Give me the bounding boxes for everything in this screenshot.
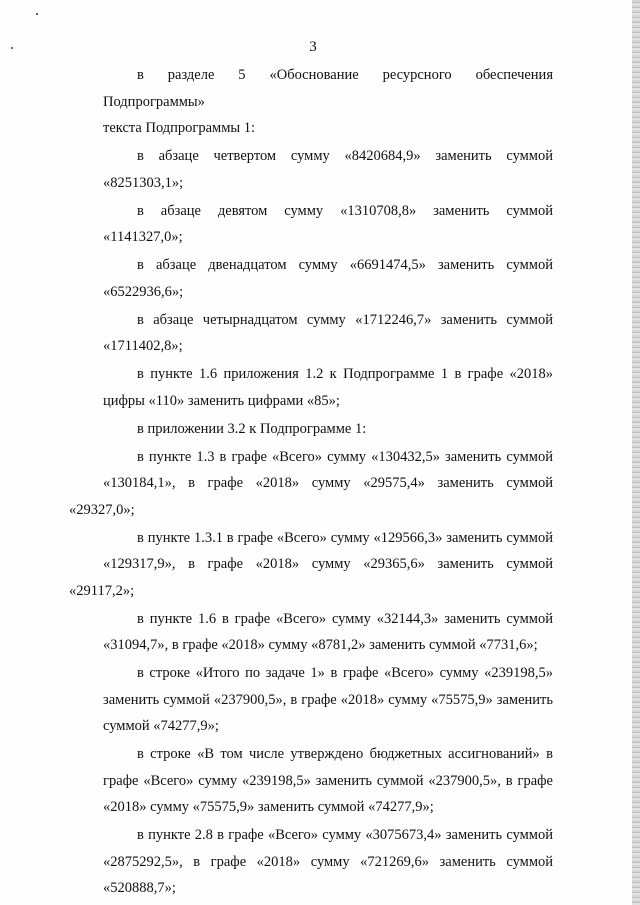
scan-edge-border [632, 0, 640, 905]
paragraph-line: в строке «В том числе утверждено бюджетных ассигнований» в [137, 746, 553, 762]
paragraph [69, 822, 553, 902]
paragraph-line: графе «Всего» сумму «239198,5» заменить суммой «237900,5», в графе [103, 772, 553, 789]
paragraph [69, 660, 553, 740]
paragraph [69, 416, 553, 443]
scan-speck [36, 13, 38, 15]
paragraph [69, 307, 553, 360]
paragraph [69, 741, 553, 821]
paragraph-line: в абзаце двенадцатом сумму «6691474,5» заменить суммой [137, 257, 553, 273]
paragraph-line: «8251303,1»; [103, 174, 184, 191]
paragraph [69, 361, 553, 414]
paragraph-line: текста Подпрограммы 1: [103, 120, 256, 136]
paragraph-line: в абзаце четырнадцатом сумму «1712246,7» заменить суммой [137, 311, 553, 328]
paragraph-line: «129317,9», в графе «2018» сумму «29365,6» заменить суммой «29117,2»; [69, 556, 553, 599]
paragraph-line: в пункте 1.3 в графе «Всего» сумму «130432,5» заменить суммой [137, 448, 553, 465]
page-number: 3 [309, 39, 317, 55]
paragraph-line: «31094,7», в графе «2018» сумму «8781,2» заменить суммой «7731,6»; [103, 637, 538, 653]
paragraph [69, 606, 553, 659]
paragraph-line: «520888,7»; [103, 880, 176, 896]
paragraph-line: в абзаце четвертом сумму «8420684,9» заменить суммой [137, 148, 553, 164]
paragraph [69, 62, 553, 142]
paragraph-line: в пункте 2.8 в графе «Всего» сумму «3075673,4» заменить суммой [137, 827, 553, 843]
paragraph-line: в пункте 1.6 в графе «Всего» сумму «32144,3» заменить суммой [137, 610, 553, 627]
paragraph [69, 198, 553, 251]
paragraph [69, 252, 553, 305]
paragraph-line: заменить суммой «237900,5», в графе «2018» сумму «75575,9» заменить [103, 691, 553, 708]
paragraph-line: «130184,1», в графе «2018» сумму «29575,4» заменить суммой «29327,0»; [69, 475, 553, 518]
paragraph-line: «1711402,8»; [103, 338, 183, 354]
paragraph-line: «6522936,6»; [103, 283, 184, 300]
paragraph-line: в строке «Итого по задаче 1» в графе «Всего» сумму «239198,5» [137, 665, 553, 681]
paragraph-line: «2018» сумму «75575,9» заменить суммой «74277,9»; [103, 799, 434, 815]
paragraph-line: в пункте 1.6 приложения 1.2 к Подпрограмме 1 в графе «2018» [137, 366, 553, 382]
paragraph-line: «2875292,5», в графе «2018» сумму «721269,6» заменить суммой [103, 853, 553, 870]
paragraph [69, 444, 553, 524]
paragraph-line: в приложении 3.2 к Подпрограмме 1: [137, 420, 367, 437]
paragraph [69, 525, 553, 605]
paragraph-line: в разделе 5 «Обоснование ресурсного обеспечения Подпрограммы» [103, 67, 553, 110]
paragraph-line: в пункте 1.3.1 в графе «Всего» сумму «129566,3» заменить суммой [137, 529, 553, 546]
paragraph-line: суммой «74277,9»; [103, 718, 219, 734]
paragraph-line: в абзаце девятом сумму «1310708,8» заменить суммой «1141327,0»; [103, 202, 553, 245]
paragraph [69, 143, 553, 196]
document-body [69, 62, 553, 902]
paragraph-line: цифры «110» заменить цифрами «85»; [103, 392, 340, 409]
